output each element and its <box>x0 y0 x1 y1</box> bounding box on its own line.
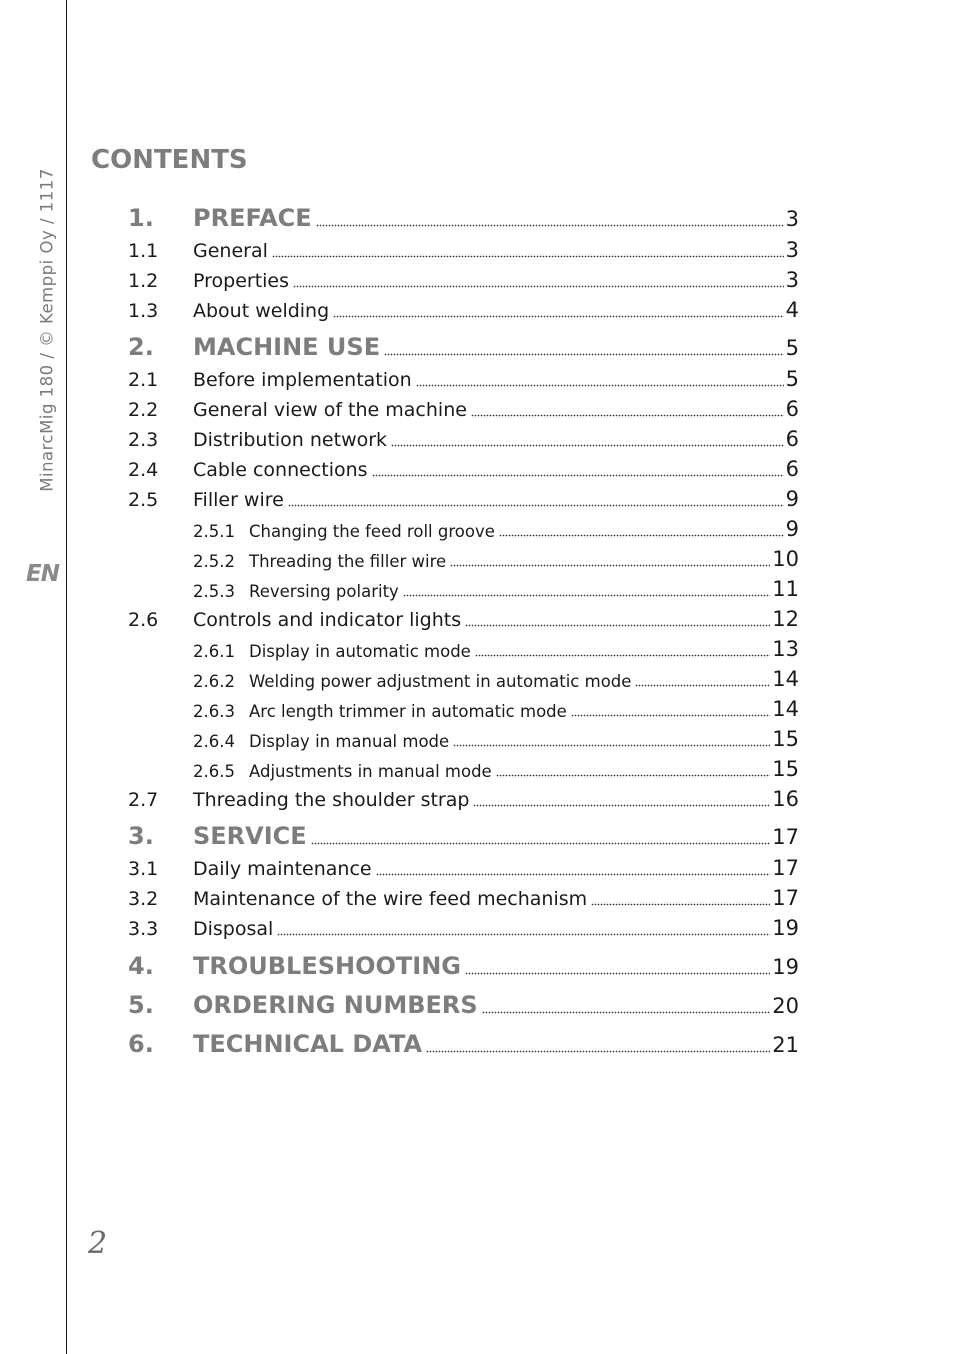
toc-entry-page: 16 <box>772 787 799 811</box>
dot-leader <box>471 414 784 417</box>
toc-entry-page: 9 <box>785 517 799 541</box>
toc-entry-number: 2.5.3 <box>193 581 235 601</box>
toc-entry-page: 15 <box>772 757 799 781</box>
toc-entry-number: 2.5.2 <box>193 551 235 571</box>
dot-leader <box>591 903 770 906</box>
dot-leader <box>316 224 784 227</box>
toc-entry[interactable] <box>0 780 954 810</box>
toc-entry-page: 17 <box>772 856 799 880</box>
toc-entry-number: 2.6.2 <box>193 671 235 691</box>
toc-entry-number: 1. <box>128 204 154 232</box>
toc-entry-label: Maintenance of the wire feed mechanism <box>193 888 588 910</box>
page-number: 2 <box>88 1226 108 1261</box>
toc-entry[interactable] <box>0 879 954 909</box>
dot-leader <box>272 255 784 258</box>
toc-entry-label: Controls and indicator lights <box>193 609 462 631</box>
toc-entry-page: 17 <box>772 825 799 849</box>
toc-entry-number: 5. <box>128 991 154 1019</box>
toc-entry[interactable] <box>0 1026 954 1056</box>
toc-entry-label: SERVICE <box>193 822 307 850</box>
toc-entry-label: Changing the feed roll groove <box>249 521 495 541</box>
toc-entry-number: 2.2 <box>128 399 159 421</box>
toc-entry[interactable] <box>0 948 954 978</box>
toc-entry-label: Before implementation <box>193 369 412 391</box>
toc-entry[interactable] <box>0 660 954 690</box>
toc-entry-number: 2.6.3 <box>193 701 235 721</box>
dot-leader <box>473 804 770 807</box>
toc-entry-label: Filler wire <box>193 489 284 511</box>
dot-leader <box>277 933 770 936</box>
dot-leader <box>450 564 770 567</box>
toc-entry-page: 3 <box>785 207 799 231</box>
toc-entry-label: General view of the machine <box>193 399 467 421</box>
toc-entry[interactable] <box>0 261 954 291</box>
dot-leader <box>333 315 784 318</box>
toc-entry-label: About welding <box>193 300 330 322</box>
toc-entry[interactable] <box>0 570 954 600</box>
toc-entry[interactable] <box>0 987 954 1017</box>
toc-entry-page: 20 <box>772 994 799 1018</box>
dot-leader <box>311 842 770 845</box>
toc-entry-label: Display in automatic mode <box>249 641 471 661</box>
toc-entry[interactable] <box>0 480 954 510</box>
toc-entry[interactable] <box>0 390 954 420</box>
toc-entry-page: 13 <box>772 637 799 661</box>
toc-entry-number: 4. <box>128 952 154 980</box>
toc-entry-number: 6. <box>128 1030 154 1058</box>
toc-entry-label: PREFACE <box>193 204 312 232</box>
toc-entry-number: 2.6.4 <box>193 731 235 751</box>
toc-entry-label: ORDERING NUMBERS <box>193 991 478 1019</box>
toc-entry-label: Properties <box>193 270 290 292</box>
toc-entry-page: 6 <box>785 427 799 451</box>
document-title-vertical: MinarcMig 180 / © Kemppi Oy / 1117 <box>37 168 57 492</box>
toc-entry[interactable] <box>0 540 954 570</box>
toc-entry-page: 9 <box>785 487 799 511</box>
contents-title: CONTENTS <box>91 145 248 175</box>
toc-entry-number: 2.6 <box>128 609 159 631</box>
toc-entry-label: TECHNICAL DATA <box>193 1030 423 1058</box>
dot-leader <box>426 1050 770 1053</box>
toc-entry[interactable] <box>0 329 954 359</box>
toc-entry-page: 14 <box>772 697 799 721</box>
toc-entry-page: 17 <box>772 886 799 910</box>
toc-entry-label: Welding power adjustment in automatic mode <box>249 671 632 691</box>
toc-entry-label: Disposal <box>193 918 274 940</box>
toc-entry-page: 3 <box>785 268 799 292</box>
toc-entry-page: 3 <box>785 238 799 262</box>
toc-entry[interactable] <box>0 818 954 848</box>
dot-leader <box>571 714 770 717</box>
dot-leader <box>293 285 784 288</box>
dot-leader <box>376 873 770 876</box>
toc-entry-label: Threading the filler wire <box>249 551 447 571</box>
toc-entry-page: 6 <box>785 397 799 421</box>
dot-leader <box>465 624 770 627</box>
dot-leader <box>384 353 784 356</box>
toc-entry-label: Cable connections <box>193 459 368 481</box>
toc-entry-label: Adjustments in manual mode <box>249 761 492 781</box>
toc-entry-page: 12 <box>772 607 799 631</box>
dot-leader <box>403 594 770 597</box>
toc-entry-number: 2. <box>128 333 154 361</box>
toc-entry-number: 2.5 <box>128 489 159 511</box>
dot-leader <box>391 444 784 447</box>
toc-entry-number: 2.6.1 <box>193 641 235 661</box>
toc-entry-page: 4 <box>785 298 799 322</box>
toc-entry[interactable] <box>0 231 954 261</box>
toc-entry-number: 2.7 <box>128 789 159 811</box>
toc-entry-number: 1.3 <box>128 300 159 322</box>
toc-entry[interactable] <box>0 450 954 480</box>
dot-leader <box>499 534 784 537</box>
toc-entry[interactable] <box>0 200 954 230</box>
dot-leader <box>372 474 784 477</box>
toc-entry[interactable] <box>0 630 954 660</box>
toc-entry-number: 3.2 <box>128 888 159 910</box>
toc-entry-label: Arc length trimmer in automatic mode <box>249 701 567 721</box>
toc-entry-number: 3.1 <box>128 858 159 880</box>
toc-entry-page: 14 <box>772 667 799 691</box>
toc-entry-page: 15 <box>772 727 799 751</box>
dot-leader <box>482 1011 770 1014</box>
toc-entry-label: Daily maintenance <box>193 858 372 880</box>
toc-entry-page: 19 <box>772 955 799 979</box>
toc-entry-label: Distribution network <box>193 429 388 451</box>
dot-leader <box>288 504 784 507</box>
toc-entry-number: 2.3 <box>128 429 159 451</box>
toc-entry[interactable] <box>0 291 954 321</box>
toc-entry-label: MACHINE USE <box>193 333 381 361</box>
toc-entry-number: 1.1 <box>128 240 159 262</box>
toc-entry[interactable] <box>0 360 954 390</box>
toc-entry-label: Threading the shoulder strap <box>193 789 470 811</box>
toc-entry-number: 2.6.5 <box>193 761 235 781</box>
toc-entry[interactable] <box>0 849 954 879</box>
toc-entry-label: TROUBLESHOOTING <box>193 952 461 980</box>
toc-entry[interactable] <box>0 690 954 720</box>
toc-entry[interactable] <box>0 909 954 939</box>
toc-entry[interactable] <box>0 600 954 630</box>
toc-entry-number: 3.3 <box>128 918 159 940</box>
dot-leader <box>453 744 770 747</box>
toc-entry-label: Display in manual mode <box>249 731 450 751</box>
dot-leader <box>635 684 770 687</box>
toc-entry-label: General <box>193 240 268 262</box>
toc-entry-page: 6 <box>785 457 799 481</box>
dot-leader <box>416 384 784 387</box>
dot-leader <box>465 972 770 975</box>
toc-entry[interactable] <box>0 720 954 750</box>
toc-entry-page: 21 <box>772 1033 799 1057</box>
toc-entry-number: 1.2 <box>128 270 159 292</box>
toc-entry-number: 3. <box>128 822 154 850</box>
toc-entry-number: 2.4 <box>128 459 159 481</box>
toc-entry-page: 5 <box>785 367 799 391</box>
toc-entry-page: 19 <box>772 916 799 940</box>
toc-entry-page: 5 <box>785 336 799 360</box>
toc-entry[interactable] <box>0 750 954 780</box>
toc-entry[interactable] <box>0 510 954 540</box>
toc-entry[interactable] <box>0 420 954 450</box>
toc-entry-number: 2.5.1 <box>193 521 235 541</box>
toc-entry-number: 2.1 <box>128 369 159 391</box>
dot-leader <box>496 774 770 777</box>
toc-entry-page: 11 <box>772 577 799 601</box>
language-code: EN <box>26 561 59 587</box>
toc-entry-label: Reversing polarity <box>249 581 399 601</box>
toc-entry-page: 10 <box>772 547 799 571</box>
dot-leader <box>475 654 770 657</box>
